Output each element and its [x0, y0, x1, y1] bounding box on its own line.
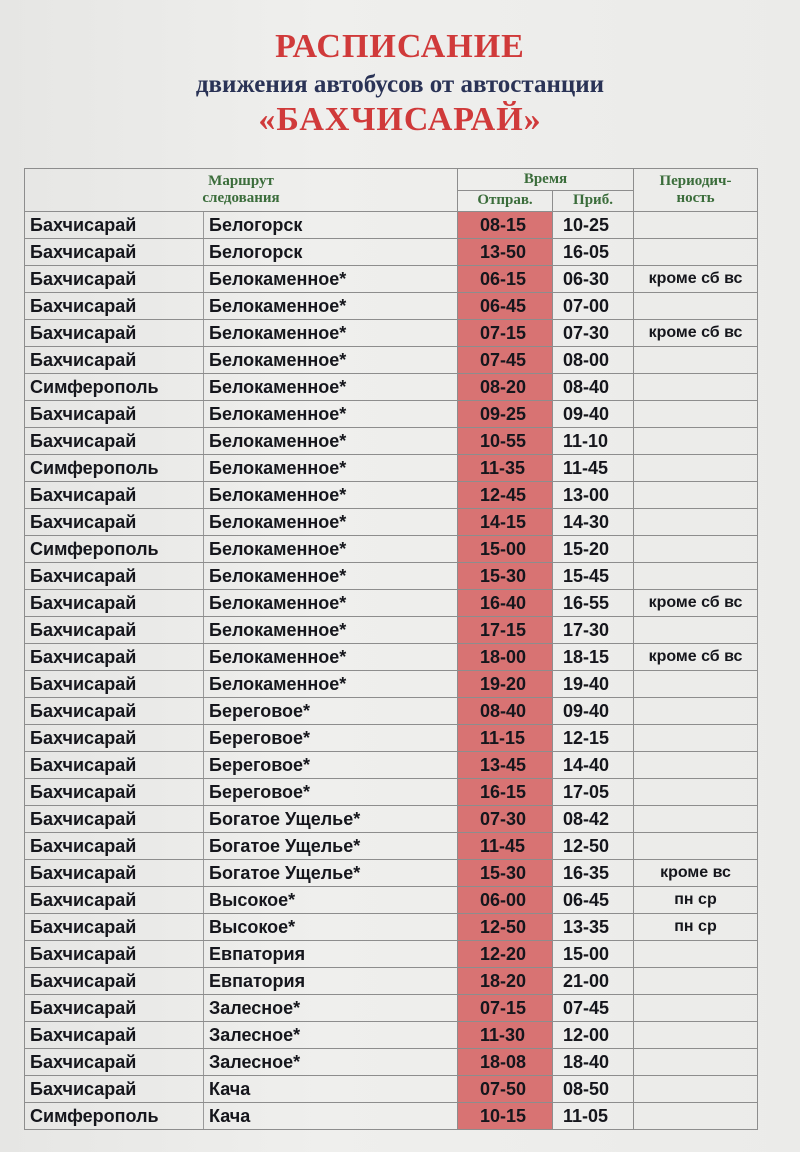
route-destination: Богатое Ущелье*: [204, 860, 458, 887]
header-row-1: [25, 169, 758, 191]
table-row: [25, 590, 758, 617]
route-destination: Белокаменное*: [204, 347, 458, 374]
route-origin: Бахчисарай: [25, 266, 204, 293]
arrival-time: 14-30: [553, 509, 634, 536]
arrival-time: 07-45: [553, 995, 634, 1022]
departure-time: 13-50: [458, 239, 553, 266]
route-origin: Бахчисарай: [25, 887, 204, 914]
arrival-time: 16-05: [553, 239, 634, 266]
periodicity: кроме сб вс: [634, 644, 758, 671]
periodicity: [634, 401, 758, 428]
route-destination: Береговое*: [204, 725, 458, 752]
arrival-time: 11-45: [553, 455, 634, 482]
periodicity: [634, 347, 758, 374]
route-destination: Залесное*: [204, 1049, 458, 1076]
route-destination: Белокаменное*: [204, 374, 458, 401]
table-row: [25, 428, 758, 455]
periodicity: [634, 212, 758, 239]
route-destination: Белокаменное*: [204, 671, 458, 698]
route-destination: Белокаменное*: [204, 590, 458, 617]
departure-time: 18-20: [458, 968, 553, 995]
departure-time: 07-50: [458, 1076, 553, 1103]
route-origin: Симферополь: [25, 455, 204, 482]
table-row: [25, 617, 758, 644]
arrival-time: 08-00: [553, 347, 634, 374]
route-origin: Бахчисарай: [25, 617, 204, 644]
route-destination: Белокаменное*: [204, 293, 458, 320]
periodicity: кроме сб вс: [634, 320, 758, 347]
route-origin: Симферополь: [25, 536, 204, 563]
route-origin: Бахчисарай: [25, 833, 204, 860]
route-origin: Бахчисарай: [25, 860, 204, 887]
arrival-time: 13-35: [553, 914, 634, 941]
periodicity: пн ср: [634, 914, 758, 941]
table-row: [25, 374, 758, 401]
route-destination: Залесное*: [204, 995, 458, 1022]
periodicity: [634, 752, 758, 779]
table-row: [25, 212, 758, 239]
departure-time: 08-15: [458, 212, 553, 239]
period-header-line1: Периодич-: [659, 173, 732, 189]
route-destination: Кача: [204, 1076, 458, 1103]
arrival-time: 07-30: [553, 320, 634, 347]
table-row: [25, 1076, 758, 1103]
table-row: [25, 698, 758, 725]
arrival-time: 06-45: [553, 887, 634, 914]
arrival-time: 15-20: [553, 536, 634, 563]
route-origin: Бахчисарай: [25, 752, 204, 779]
arrival-time: 14-40: [553, 752, 634, 779]
route-origin: Бахчисарай: [25, 428, 204, 455]
route-origin: Бахчисарай: [25, 968, 204, 995]
departure-time: 10-15: [458, 1103, 553, 1130]
table-row: [25, 455, 758, 482]
arrival-time: 08-42: [553, 806, 634, 833]
table-row: [25, 725, 758, 752]
route-origin: Бахчисарай: [25, 995, 204, 1022]
table-row: [25, 347, 758, 374]
route-origin: Бахчисарай: [25, 509, 204, 536]
route-destination: Белокаменное*: [204, 536, 458, 563]
departure-time: 09-25: [458, 401, 553, 428]
periodicity: [634, 1103, 758, 1130]
arrival-time: 19-40: [553, 671, 634, 698]
departure-time: 08-40: [458, 698, 553, 725]
departure-time: 07-45: [458, 347, 553, 374]
table-row: [25, 941, 758, 968]
route-origin: Бахчисарай: [25, 293, 204, 320]
periodicity: кроме сб вс: [634, 266, 758, 293]
route-destination: Белокаменное*: [204, 428, 458, 455]
route-destination: Белокаменное*: [204, 617, 458, 644]
table-row: [25, 860, 758, 887]
departure-time: 06-45: [458, 293, 553, 320]
arrival-time: 17-05: [553, 779, 634, 806]
periodicity: [634, 509, 758, 536]
departure-time: 13-45: [458, 752, 553, 779]
arrival-time: 07-00: [553, 293, 634, 320]
arrival-time: 18-15: [553, 644, 634, 671]
table-row: [25, 914, 758, 941]
route-origin: Бахчисарай: [25, 725, 204, 752]
departure-time: 07-15: [458, 995, 553, 1022]
departure-time: 18-08: [458, 1049, 553, 1076]
arrival-time: 18-40: [553, 1049, 634, 1076]
route-origin: Бахчисарай: [25, 212, 204, 239]
schedule-body: [25, 212, 758, 1130]
periodicity: кроме сб вс: [634, 590, 758, 617]
departure-time: 12-50: [458, 914, 553, 941]
route-origin: Бахчисарай: [25, 401, 204, 428]
table-row: [25, 887, 758, 914]
route-destination: Высокое*: [204, 914, 458, 941]
arrival-time: 09-40: [553, 698, 634, 725]
departure-time: 11-45: [458, 833, 553, 860]
arrival-time: 12-15: [553, 725, 634, 752]
periodicity: [634, 995, 758, 1022]
periodicity: [634, 968, 758, 995]
periodicity: [634, 374, 758, 401]
arrival-time: 15-00: [553, 941, 634, 968]
route-origin: Бахчисарай: [25, 698, 204, 725]
departure-time: 14-15: [458, 509, 553, 536]
route-destination: Береговое*: [204, 752, 458, 779]
departure-time: 11-30: [458, 1022, 553, 1049]
route-origin: Бахчисарай: [25, 1049, 204, 1076]
page-title: РАСПИСАНИЕ: [275, 28, 525, 65]
departure-time: 18-00: [458, 644, 553, 671]
route-destination: Кача: [204, 1103, 458, 1130]
arrival-time: 13-00: [553, 482, 634, 509]
schedule-table: [24, 168, 758, 1130]
route-header-label: Маршрут: [208, 173, 274, 189]
route-origin: Симферополь: [25, 374, 204, 401]
arrival-time: 08-50: [553, 1076, 634, 1103]
route-origin: Бахчисарай: [25, 239, 204, 266]
route-origin: Бахчисарай: [25, 320, 204, 347]
periodicity: [634, 1049, 758, 1076]
route-origin: Бахчисарай: [25, 806, 204, 833]
route-destination: Высокое*: [204, 887, 458, 914]
route-destination: Богатое Ущелье*: [204, 806, 458, 833]
route-destination: Белокаменное*: [204, 509, 458, 536]
table-row: [25, 266, 758, 293]
arrival-time: 11-10: [553, 428, 634, 455]
depart-header: Отправ.: [458, 190, 553, 212]
departure-time: 12-45: [458, 482, 553, 509]
arrival-time: 17-30: [553, 617, 634, 644]
departure-time: 15-00: [458, 536, 553, 563]
station-name: «БАХЧИСАРАЙ»: [258, 101, 542, 138]
departure-time: 16-15: [458, 779, 553, 806]
table-row: [25, 239, 758, 266]
periodicity: [634, 428, 758, 455]
route-destination: Богатое Ущелье*: [204, 833, 458, 860]
table-row: [25, 482, 758, 509]
route-destination: Белокаменное*: [204, 644, 458, 671]
route-header: [25, 169, 458, 212]
arrival-time: 16-35: [553, 860, 634, 887]
arrival-time: 16-55: [553, 590, 634, 617]
periodicity: [634, 1076, 758, 1103]
table-row: [25, 968, 758, 995]
page-subtitle: движения автобусов от автостанции: [195, 71, 605, 98]
arrival-time: 11-05: [553, 1103, 634, 1130]
departure-time: 17-15: [458, 617, 553, 644]
periodicity: [634, 698, 758, 725]
departure-time: 06-00: [458, 887, 553, 914]
arrival-time: 21-00: [553, 968, 634, 995]
route-origin: Бахчисарай: [25, 1022, 204, 1049]
periodicity: [634, 239, 758, 266]
periodicity: [634, 671, 758, 698]
departure-time: 19-20: [458, 671, 553, 698]
table-row: [25, 320, 758, 347]
route-destination: Залесное*: [204, 1022, 458, 1049]
route-destination: Белокаменное*: [204, 482, 458, 509]
table-row: [25, 995, 758, 1022]
route-destination: Белокаменное*: [204, 401, 458, 428]
table-row: [25, 752, 758, 779]
periodicity: [634, 833, 758, 860]
arrival-time: 12-00: [553, 1022, 634, 1049]
route-origin: Бахчисарай: [25, 1076, 204, 1103]
arrival-time: 06-30: [553, 266, 634, 293]
departure-time: 06-15: [458, 266, 553, 293]
arrival-time: 15-45: [553, 563, 634, 590]
route-destination: Евпатория: [204, 968, 458, 995]
route-destination: Береговое*: [204, 779, 458, 806]
route-origin: Бахчисарай: [25, 482, 204, 509]
departure-time: 15-30: [458, 563, 553, 590]
table-row: [25, 671, 758, 698]
route-destination: Белокаменное*: [204, 320, 458, 347]
route-destination: Белокаменное*: [204, 266, 458, 293]
departure-time: 08-20: [458, 374, 553, 401]
periodicity: [634, 617, 758, 644]
route-origin: Бахчисарай: [25, 347, 204, 374]
departure-time: 16-40: [458, 590, 553, 617]
table-row: [25, 644, 758, 671]
route-destination: Евпатория: [204, 941, 458, 968]
table-row: [25, 536, 758, 563]
route-origin: Бахчисарай: [25, 914, 204, 941]
periodicity: [634, 941, 758, 968]
table-row: [25, 833, 758, 860]
periodicity: [634, 1022, 758, 1049]
departure-time: 12-20: [458, 941, 553, 968]
period-header-line2: ность: [676, 190, 715, 206]
table-row: [25, 1022, 758, 1049]
periodicity: [634, 482, 758, 509]
route-origin: Бахчисарай: [25, 779, 204, 806]
route-origin: Бахчисарай: [25, 644, 204, 671]
periodicity: [634, 779, 758, 806]
periodicity: [634, 455, 758, 482]
route-origin: Бахчисарай: [25, 671, 204, 698]
route-destination: Белогорск: [204, 212, 458, 239]
periodicity: [634, 806, 758, 833]
table-row: [25, 293, 758, 320]
route-origin: Бахчисарай: [25, 941, 204, 968]
table-row: [25, 563, 758, 590]
route-destination: Береговое*: [204, 698, 458, 725]
periodicity: [634, 563, 758, 590]
periodicity: [634, 536, 758, 563]
departure-time: 10-55: [458, 428, 553, 455]
route-destination: Белокаменное*: [204, 455, 458, 482]
route-origin: Бахчисарай: [25, 563, 204, 590]
periodicity: [634, 725, 758, 752]
table-row: [25, 401, 758, 428]
route-origin: Бахчисарай: [25, 590, 204, 617]
route-destination: Белокаменное*: [204, 563, 458, 590]
arrival-time: 12-50: [553, 833, 634, 860]
route-header-sublabel: следования: [202, 190, 280, 206]
departure-time: 07-30: [458, 806, 553, 833]
arrival-time: 08-40: [553, 374, 634, 401]
departure-time: 11-35: [458, 455, 553, 482]
departure-time: 15-30: [458, 860, 553, 887]
periodicity: кроме вс: [634, 860, 758, 887]
periodicity: пн ср: [634, 887, 758, 914]
periodicity: [634, 293, 758, 320]
period-header: [634, 169, 758, 212]
time-header: Время: [458, 169, 634, 191]
table-row: [25, 1103, 758, 1130]
table-row: [25, 1049, 758, 1076]
departure-time: 11-15: [458, 725, 553, 752]
arrival-time: 09-40: [553, 401, 634, 428]
table-row: [25, 806, 758, 833]
table-row: [25, 509, 758, 536]
table-row: [25, 779, 758, 806]
route-destination: Белогорск: [204, 239, 458, 266]
departure-time: 07-15: [458, 320, 553, 347]
arrival-time: 10-25: [553, 212, 634, 239]
route-origin: Симферополь: [25, 1103, 204, 1130]
arrive-header: Приб.: [553, 190, 634, 212]
